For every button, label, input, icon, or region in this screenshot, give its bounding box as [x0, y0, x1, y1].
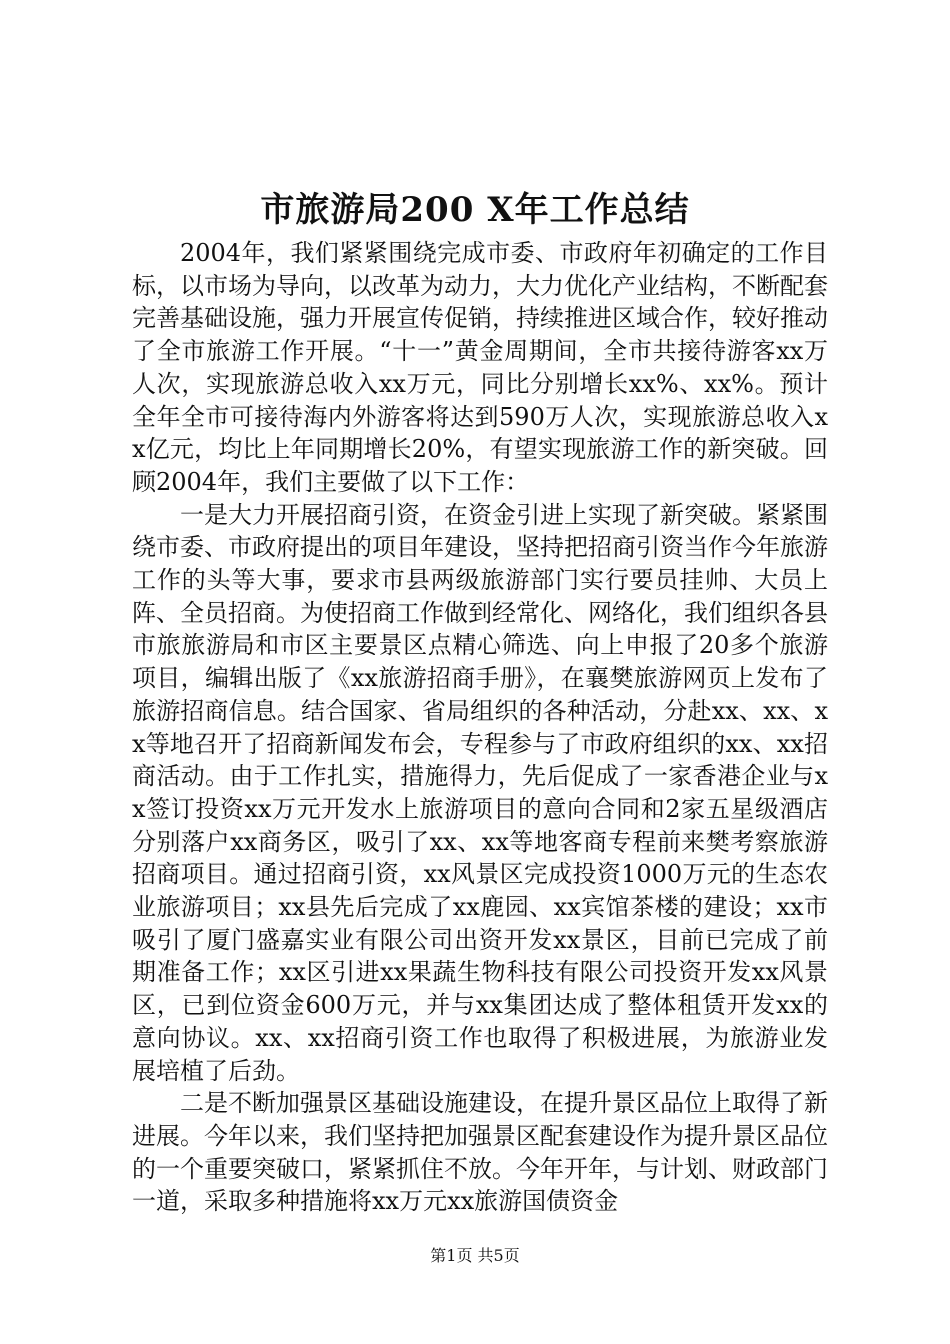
page-number-footer: 第1页 共5页: [430, 1246, 520, 1265]
document-title: 市旅游局200 X年工作总结: [260, 190, 690, 230]
paragraph-infrastructure: 二是不断加强景区基础设施建设，在提升景区品位上取得了新进展。今年以来，我们坚持把加强景区配套建设作为提升景区品位的一个重要突破口，紧紧抓住不放。今年开年，与计划、财政部门一道，采取多种措施将xx万元xx旅游国债资金: [132, 1089, 828, 1216]
paragraph-investment: 一是大力开展招商引资，在资金引进上实现了新突破。紧紧围绕市委、市政府提出的项目年建设，坚持把招商引资当作今年旅游工作的头等大事，要求市县两级旅游部门实行要员挂帅、大员上阵、全员招商。为使招商工作做到经常化、网络化，我们组织各县市旅旅游局和市区主要景区点精心筛选、向上申报了20多个旅游项目，编辑出版了《xx旅游招商手册》，在襄樊旅游网页上发布了旅游招商信息。结合国家、省局组织的各种活动，分赴xx、xx、xx等地召开了招商新闻发布会，专程参与了市政府组织的xx、xx招商活动。由于工作扎实，措施得力，先后促成了一家香港企业与xx签订投资xx万元开发水上旅游项目的意向合同和2家五星级酒店分别落户xx商务区，吸引了xx、xx等地客商专程前来樊考察旅游招商项目。通过招商引资，xx风景区完成投资1000万元的生态农业旅游项目；xx县先后完成了xx鹿园、xx宾馆茶楼的建设；xx市吸引了厦门盛嘉实业有限公司出资开发xx景区，目前已完成了前期准备工作；xx区引进xx果蔬生物科技有限公司投资开发xx风景区，已到位资金600万元，并与xx集团达成了整体租赁开发xx的意向协议。xx、xx招商引资工作也取得了积极进展，为旅游业发展培植了后劲。: [132, 500, 828, 1085]
document-body: [132, 237, 828, 1218]
paragraph-intro: 2004年，我们紧紧围绕完成市委、市政府年初确定的工作目标，以市场为导向，以改革为动力，大力优化产业结构，不断配套完善基础设施，强力开展宣传促销，持续推进区域合作，较好推动了全市旅游工作开展。“十一”黄金周期间，全市共接待游客xx万人次，实现旅游总收入xx万元，同比分别增长xx%、xx%。预计全年全市可接待海内外游客将达到590万人次，实现旅游总收入xx亿元，均比上年同期增长20%，有望实现旅游工作的新突破。回顾2004年，我们主要做了以下工作：: [132, 239, 828, 496]
